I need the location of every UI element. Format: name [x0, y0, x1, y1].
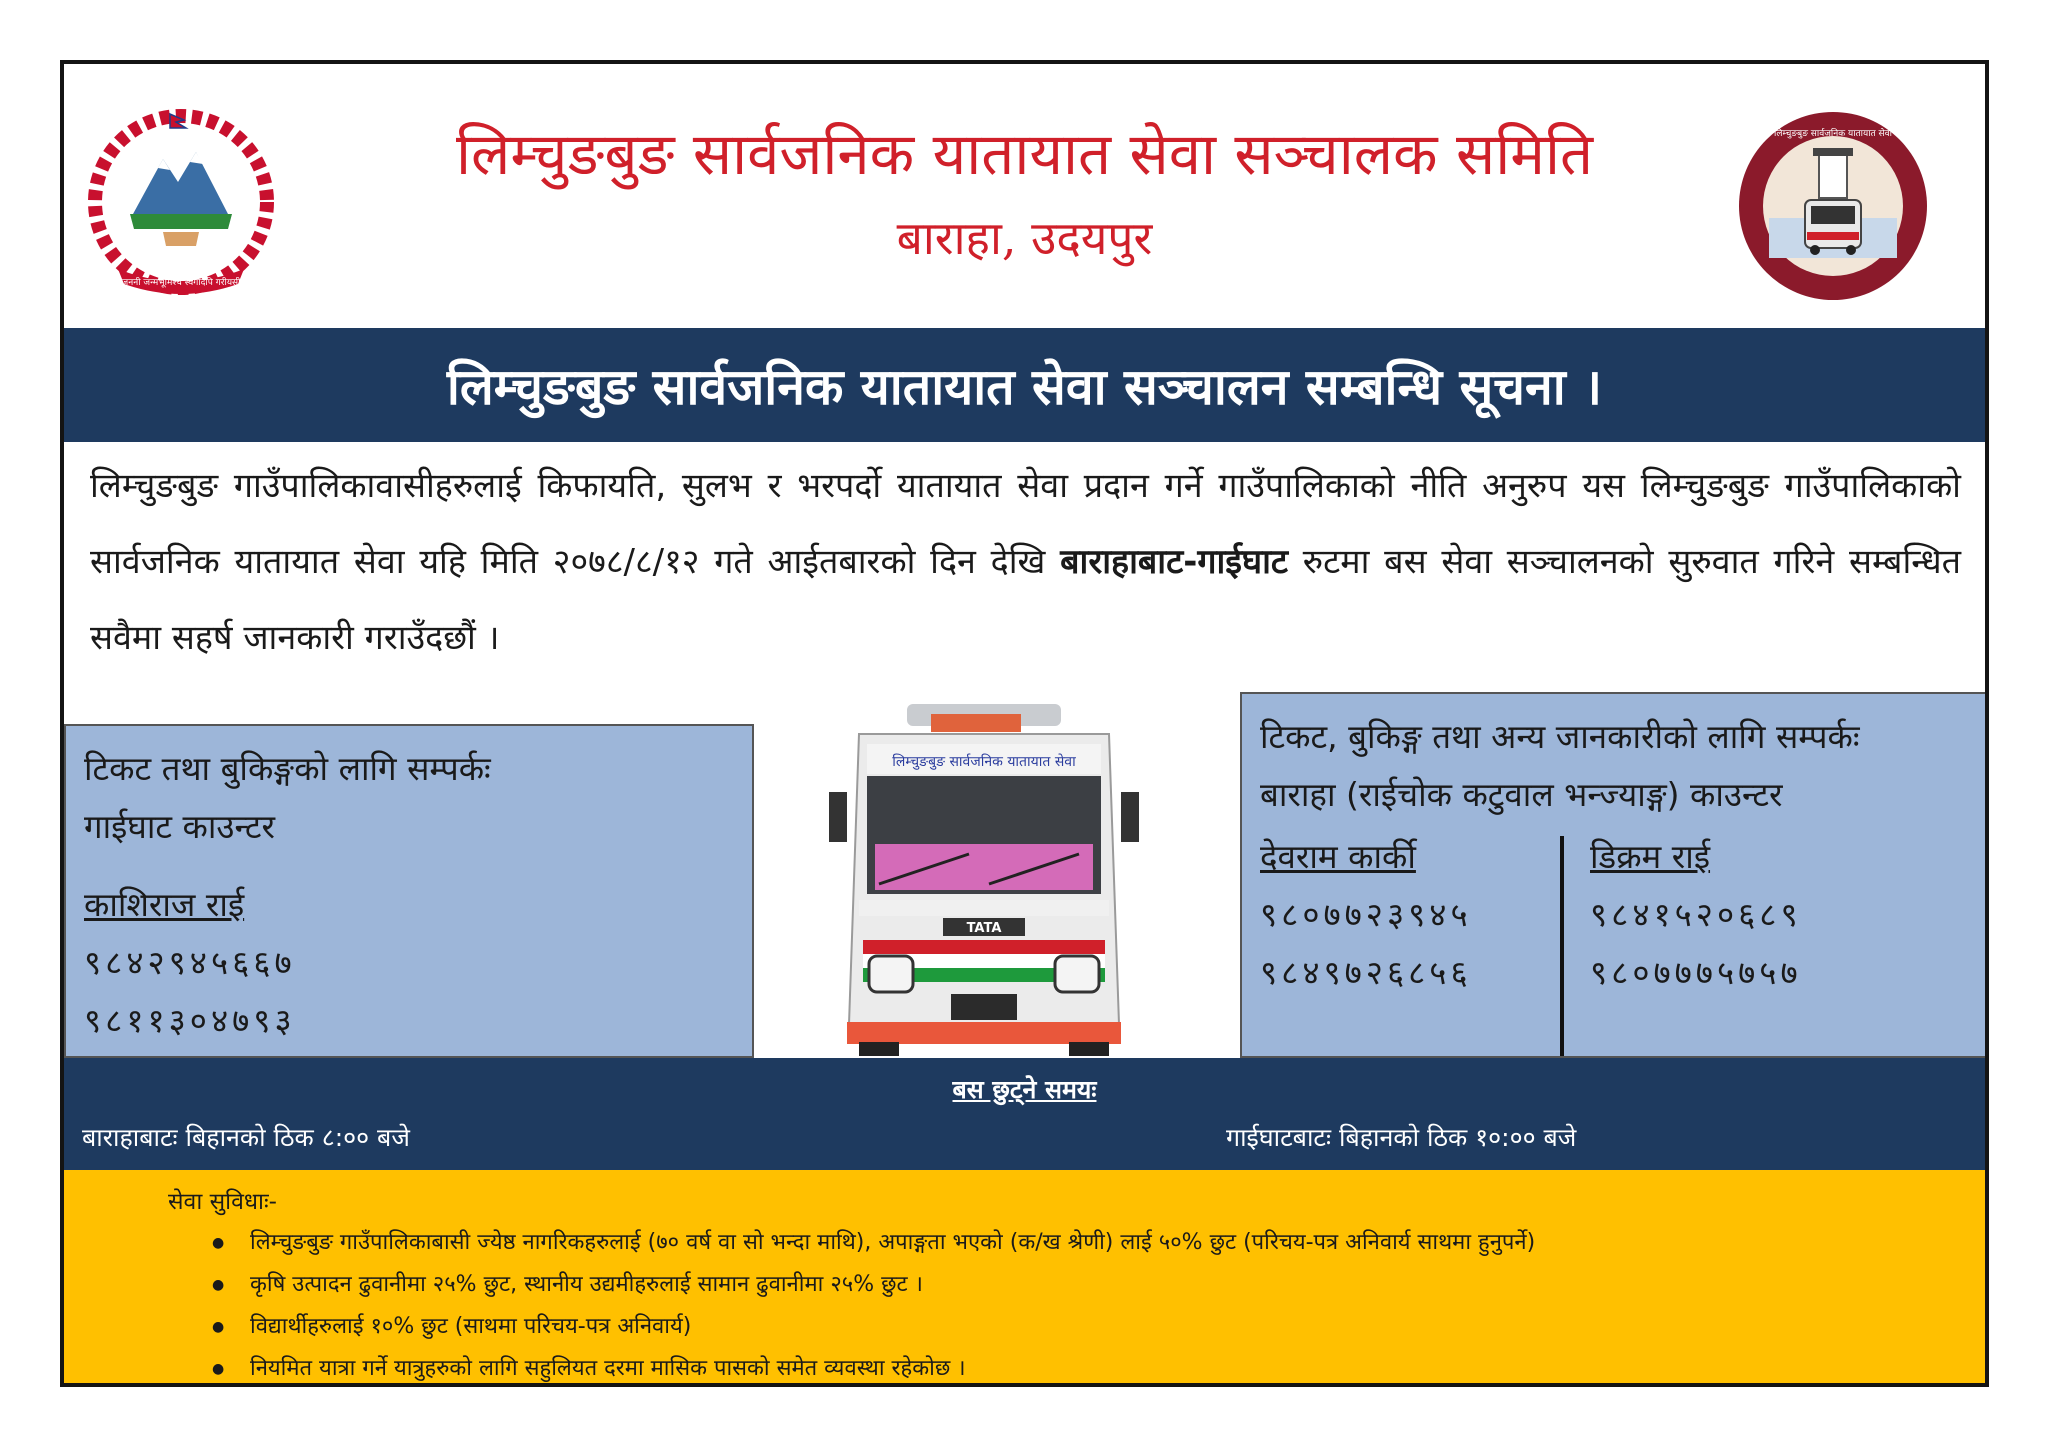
counter-name: बाराहा (राईचोक कटुवाल भन्ज्याङ्ग) काउन्टर: [1260, 775, 1783, 814]
intro-text-1: लिम्चुङबुङ गाउँपालिकावासीहरुलाई किफायति, सुलभ र भरपर्दो यातायात सेवा प्रदान गर्ने गाउँपालिकाको नीति अनुरुप यस लिम्चुङबुङ गाउँपालिकाको सार्वजनिक यातायात सेवा यहि मिति २०७८/८/१२ गते आईतबारको दिन देखि: [90, 466, 1961, 582]
org-name: लिम्चुङबुङ सार्वजनिक यातायात सेवा सञ्चालक समिति: [455, 120, 1594, 188]
facilities-section: [64, 1170, 1985, 1387]
intro-paragraph: [90, 448, 1961, 676]
counter-name: गाईघाट काउन्टर: [84, 807, 275, 846]
list-item: ● विद्यार्थीहरुलाई १०% छुट (साथमा परिचय-पत्र अनिवार्य): [212, 1306, 1535, 1348]
phone-number: ९८०७७७५७५७: [1590, 953, 1802, 992]
departure-title: बस छुट्ने समयः: [952, 1075, 1097, 1104]
notice-header: [64, 64, 1985, 328]
column-divider: [1560, 836, 1564, 1056]
seal-text: लिम्चुङबुङ सार्वजनिक यातायात सेवा: [1774, 129, 1892, 139]
contact-person-2: [1590, 828, 1802, 1002]
departure-band: [64, 1058, 1985, 1170]
departure-from-gaighat: गाईघाटबाटः बिहानको ठिक १०:०० बजे: [1226, 1123, 1577, 1152]
facilities-title: सेवा सुविधाः-: [168, 1189, 277, 1215]
notice-title-band: [64, 328, 1985, 442]
bus-image: [819, 704, 1149, 1058]
phone-number: ९८४२९४५६६७: [84, 943, 296, 982]
contact-person-1: [1260, 828, 1472, 1002]
list-item: ● नियमित यात्रा गर्ने यात्रुहरुको लागि सहुलियत दरमा मासिक पासको समेत व्यवस्था रहेकोछ ।: [212, 1348, 1535, 1387]
contact-person-name: देवराम कार्की: [1260, 837, 1416, 876]
contact-heading: टिकट, बुकिङ्ग तथा अन्य जानकारीको लागि सम्पर्कः: [1260, 717, 1860, 756]
phone-number: ९८११३०४७९३: [84, 1001, 296, 1040]
phone-number: ९८४१५२०६८९: [1590, 895, 1802, 934]
contact-person-name: डिक्रम राई: [1590, 837, 1711, 876]
contact-heading: टिकट तथा बुकिङ्गको लागि सम्पर्कः: [84, 749, 491, 788]
contact-box-baraha: [1240, 692, 1989, 1058]
transport-logo-seal: [1735, 108, 1931, 304]
intro-text-2: रुटमा बस सेवा सञ्चालनको सुरुवात गरिने सम्बन्धित सवैमा सहर्ष जानकारी गराउँदछौं ।: [90, 542, 1961, 658]
bus-brand: TATA: [966, 921, 1002, 936]
emblem-motto: जननी जन्मभूमिश्च स्वर्गादपि गरीयसी: [121, 278, 241, 288]
notice-title: लिम्चुङबुङ सार्वजनिक यातायात सेवा सञ्चालन सम्बन्धि सूचना ।: [446, 357, 1603, 416]
notice-frame: [60, 60, 1989, 1387]
org-address: बाराहा, उदयपुर: [896, 211, 1153, 265]
bus-banner-text: लिम्चुङबुङ सार्वजनिक यातायात सेवा: [892, 754, 1076, 770]
contact-box-gaighat: [64, 724, 754, 1058]
phone-number: ९८०७७२३९४५: [1260, 895, 1472, 934]
facilities-list: [212, 1222, 1535, 1387]
list-item: ● कृषि उत्पादन ढुवानीमा २५% छुट, स्थानीय उद्यमीहरुलाई सामान ढुवानीमा २५% छुट ।: [212, 1264, 1535, 1306]
departure-from-baraha: बाराहाबाटः बिहानको ठिक ८:०० बजे: [82, 1123, 410, 1152]
list-item: ● लिम्चुङबुङ गाउँपालिकाबासी ज्येष्ठ नागरिकहरुलाई (७० वर्ष वा सो भन्दा माथि), अपाङ्गता भएको (क/ख श्रेणी) लाई ५०% छुट (परिचय-पत्र अनिवार्य साथमा हुनुपर्ने): [212, 1222, 1535, 1264]
contact-person-name: काशिराज राई: [84, 885, 245, 924]
phone-number: ९८४९७२६८५६: [1260, 953, 1472, 992]
intro-route: बाराहाबाट-गाईघाट: [1060, 542, 1289, 582]
